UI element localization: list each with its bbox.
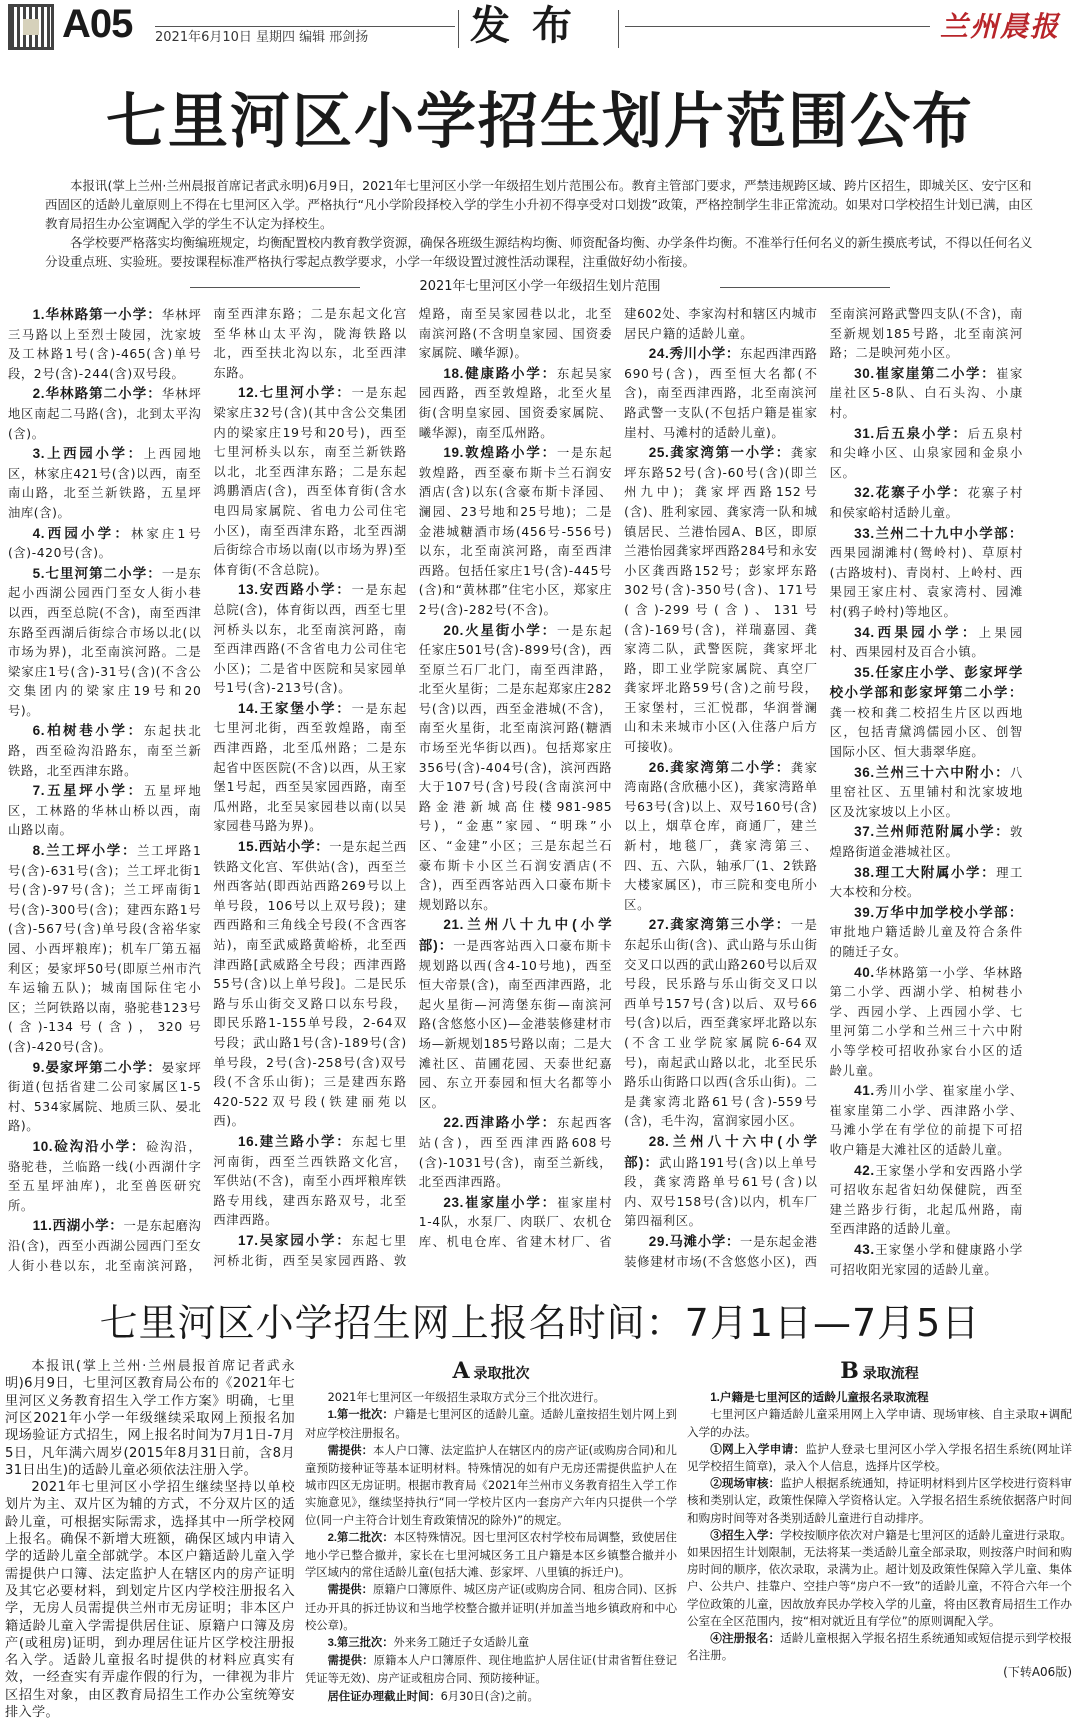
divider — [625, 26, 930, 27]
list-item — [419, 1113, 612, 1192]
list-item — [830, 963, 1023, 1082]
part-paragraph — [687, 1406, 1072, 1440]
list-item — [8, 721, 201, 781]
part-paragraph — [687, 1630, 1072, 1664]
school-range: 东起七里河南街，西至兰西铁路文化宫，军供站(不含)，南至小西坪粮库铁路专用线，建西东路双号，北至西津西路。 — [213, 1134, 407, 1228]
school-range: 东起七里河桥北街，西至吴家园西路、敦煌路，南至吴家园巷以北，北至南滨河路(不含明皇家园、国资委家属院、曦华源)。 — [213, 307, 613, 1268]
range-heading: 2021年七里河区小学一年级招生划片范围 — [190, 277, 890, 297]
paragraph-text: 本区特殊情况。因七里河区农村学校布局调整，致使居住地小学已整合撤并，家长在七里河城区务工且户籍是本区乡镇整合撤并小学区域内的常住适龄儿童(包括大滩、彭家坪、八里镇的拆迁户)。 — [305, 1530, 677, 1580]
divider — [618, 10, 619, 48]
list-item — [830, 364, 1023, 424]
school-range: 八里窑社区、五里铺村和沈家坡地区及沈家坡以上小区。 — [829, 765, 1023, 819]
school-name: 34.西果园小学： — [854, 624, 979, 640]
paragraph-label: 居住证办理截止时间： — [327, 1690, 441, 1703]
part-paragraph — [305, 1529, 677, 1582]
list-item — [624, 344, 817, 443]
part-title: 录取批次 — [473, 1366, 530, 1383]
list-item — [624, 1132, 817, 1232]
part-paragraph — [305, 1652, 677, 1687]
school-name: 13.安西路小学： — [237, 582, 352, 598]
school-range: 晏家坪街道(包括省建二公司家属区1-5村、534家属院、地质三队、晏北路)。 — [8, 1060, 202, 1134]
school-range: 一是东起兰西铁路文化宫、军供站(含)，西至兰州西客站(即西站西路269号以上单号段，106号以上双号段)；建西西路和三角线全号段(不含西客站)，南至武威路黄峪桥，北至西津西路[武威路全号段；西津西路55号(含)以上单号段]。二是民乐路与乐山街交叉路口以东号段，即民乐路1-155单号段，2-64双号段；武山路1号(含)-189号(含)单号段，2号(含)-258号(含)双号段(不含乐山街)；三是建西东路420-522双号段(铁建丽苑以西)。 — [213, 840, 407, 1129]
part-b-heading — [687, 1358, 1072, 1387]
school-range: 一是东起任家庄501号(含)-899号(含)，西至原兰石厂北门，南至西津路，北至火星街；二是东起郑家庄282号(含)以西，西至金港城(不含)，南至火星街，北至南滨河路(糖酒市场至光华街以西)。包括郑家庄356号(含)-404号(含)，滨河西路大于107号(含)号段(含南滨河中路金港新城高住楼981-985号)，“金惠”家园、“明珠”小区、“金建”小区；三是东起兰石豪布斯卡小区兰石润安酒店(不含)，西至西客站西入口豪布斯卡规划路以东。 — [418, 623, 613, 912]
school-name: 43. — [854, 1241, 875, 1257]
headline: 七里河区小学招生划片范围公布 — [106, 87, 974, 157]
school-range: 东起西津西路690号(含)，西至恒大名都(不含)，南至西津西路，北至南滨河路武警一支队(不包括户籍是崔家崖村、马滩村的适龄儿童)。 — [624, 347, 818, 440]
school-name: 28.兰州八十六中(小学部)： — [624, 1133, 818, 1170]
school-name: 37.兰州师范附属小学： — [854, 824, 1011, 840]
paragraph-text: 原籍本人户口簿原件、现住地监护人居住证(甘肃省暂住登记凭证等无效)、房产证或租房合同、预防接种证。 — [305, 1654, 677, 1686]
school-name: 7.五星坪小学： — [32, 783, 144, 799]
school-range: 上西园地区，林家庄421号(含)以西，南至南山路，北至兰新铁路，五星坪油库(含)。 — [8, 447, 202, 520]
school-name: 23.崔家崖小学： — [443, 1194, 557, 1210]
school-name: 24.秀川小学： — [648, 346, 741, 362]
paragraph-label: 2.第二批次： — [327, 1531, 394, 1544]
part-title: 录取流程 — [862, 1366, 919, 1383]
paragraph-text: 监护人根据系统通知，持证明材料到片区学校进行资料审核和类别认定，政策性保障入学资格认定。入学报名招生系统依据落户时间和购房时间等对各类别适龄儿童进行自动排序。 — [687, 1476, 1072, 1525]
school-range: 后五泉村和尖峰小区、山泉家园和金泉小区。 — [829, 426, 1023, 480]
school-range: 一是东起乐山街(含)、武山路与乐山街交叉口以西的武山路260号以后双号段，民乐路与乐山街交叉口以西单号157号(含)以后、双号66号(含)以后，西至龚家坪北路以东(不含工业学院家属院6-64双号)，南起武山路以北，北至民乐路乐山街路口以西(含乐山街)。二是龚家湾北路61号(含)-559号(含)，毛牛沟，富润家园小区。 — [624, 918, 818, 1129]
list-item — [8, 305, 201, 384]
school-name: 16.建兰路小学： — [237, 1133, 352, 1149]
school-name: 25.龚家湾第一小学： — [648, 445, 791, 461]
school-name: 27.龚家湾第三小学： — [648, 917, 791, 933]
part-b-admission-process — [687, 1358, 1072, 1681]
school-range: 硷沟沿，骆驼巷，兰临路一线(小西湖什字至五星坪油库)，北至兽医研究所。 — [8, 1139, 202, 1213]
school-range: 华林坪三马路以上至烈士陵园，沈家坡及工林路1号(含)-465(含)单号段，2号(含)-244(含)双号段。 — [8, 308, 202, 381]
list-item — [8, 524, 201, 564]
part-paragraph — [687, 1475, 1072, 1527]
divider — [458, 10, 459, 48]
paragraph-label: 需提供： — [327, 1584, 373, 1597]
school-name: 40. — [854, 964, 875, 980]
school-name: 33.兰州二十九中小学部： — [854, 525, 1023, 541]
school-range: 西果园湖滩村(鸳岭村)、草原村(古路坡村)、青岗村、上岭村、西果园王家庄村、袁家湾村、园滩村(鸦子岭村)等地区。 — [829, 546, 1023, 619]
school-name: 2.华林路第二小学： — [32, 386, 162, 402]
paragraph-text: 七里河区户籍适龄儿童采用网上入学申请、现场审核、自主录取+调配入学的办法。 — [687, 1407, 1072, 1439]
paragraph-text: 监护人登录七里河区小学入学报名招生系统(网址详见学校招生简章)，录入个人信息，选择片区学校。 — [687, 1441, 1072, 1473]
school-name: 26.龚家湾第二小学： — [648, 759, 791, 775]
list-item — [830, 483, 1023, 523]
paragraph-label: 需提供： — [327, 1444, 373, 1457]
school-range: 五星坪地区，工林路的华林山桥以西，南山路以南。 — [8, 784, 202, 838]
school-range: 一是东起金港装修建材市场(不含悠悠小区)，西至南滨河路武警四支队(不含)，南至新规划185号路，北至南滨河路；二是映河苑小区。 — [624, 307, 1023, 1269]
list-item — [8, 781, 201, 841]
list-item — [8, 841, 201, 1058]
list-item — [213, 580, 406, 699]
newspaper-logo: 兰州晨报 — [940, 10, 1061, 43]
list-item — [830, 822, 1023, 862]
paragraph-text: 学校按顺序依次对户籍是七里河区的适龄儿童进行录取。如果因招生计划限制，无法将某一类适龄儿童全部录取，则按落户时间和购房时间的顺序，依次录取，录满为止。超计划及政策性保障入学儿童、集体户、公共户、挂靠户、空挂户等“房户不一致”的适龄儿童，不符合六年一个学位政策的儿童，因故放弃民办学校入学的儿童，将由区教育局招生工作办公室在全区范围内，按“相对就近且有学位”的原则调配入学。 — [687, 1527, 1072, 1628]
list-item — [8, 444, 201, 523]
list-item — [213, 383, 406, 580]
school-range: 林家庄1号(含)-420号(含)。 — [8, 526, 202, 561]
school-range: 东起西客站(含)，西至西津西路608号(含)-1031号(含)，南至兰新线，北至西津西路。 — [418, 1116, 613, 1190]
school-range: 秀川小学、崔家崖小学、崔家崖第二小学、西津路小学、马滩小学在有学位的前提下可招收户籍是大滩社区的适龄儿童。 — [829, 1084, 1023, 1157]
list-item — [624, 758, 817, 916]
school-name: 17.吴家园小学： — [237, 1232, 352, 1248]
list-item — [8, 1058, 201, 1137]
school-name: 38.理工大附属小学： — [854, 864, 997, 880]
part-paragraph — [305, 1389, 677, 1406]
school-name: 14.王家堡小学： — [237, 700, 352, 716]
list-item — [624, 443, 817, 758]
qr-code-icon — [8, 4, 54, 50]
school-range: 兰工坪路1号(含)-631号(含)；兰工坪北街1号(含)-97号(含)；兰工坪南街1号(含)-300号(含)；建西东路1号(含)-567号(含)单号段(含裕华家园、小西坪粮库)；机车厂第五福利区；晏家坪50号(即原兰州市汽车运输五队)；城南国际住宅小区；兰阿铁路以南，骆驼巷123号(含)-134号(含)，320号(含)-420号(含)。 — [8, 844, 202, 1054]
list-item — [830, 1240, 1023, 1280]
list-item — [830, 623, 1023, 663]
list-item — [624, 915, 817, 1132]
paragraph-label: ④注册报名： — [710, 1631, 781, 1645]
school-name: 11.西湖小学： — [32, 1218, 124, 1234]
school-name: 9.晏家坪第二小学： — [32, 1059, 162, 1075]
list-item — [213, 1132, 406, 1231]
paragraph-label: ②现场审核： — [710, 1477, 781, 1491]
school-range: 理工大本校和分校。 — [829, 865, 1023, 900]
divider — [155, 26, 455, 27]
school-range: 上果园村、西果园村及百合小镇。 — [829, 625, 1023, 660]
school-name: 20.火星街小学： — [443, 622, 557, 638]
paragraph-label: ①网上入学申请： — [710, 1442, 806, 1456]
paragraph-text: 2021年七里河区一年级招生录取方式分三个批次进行。 — [327, 1391, 605, 1405]
school-range: 龚一校和龚二校招生片区以西地区，包括青黛鸿儒园小区、创智国际小区、恒大翡翠华庭。 — [829, 705, 1023, 760]
paragraph-text: 6月30日(含)之前。 — [440, 1689, 539, 1703]
paragraph-text: 户籍是七里河区的适龄儿童。适龄儿童按招生划片网上到对应学校注册报名。 — [305, 1408, 677, 1440]
list-item — [830, 763, 1023, 823]
list-item — [8, 1137, 201, 1216]
school-name: 5.七里河第二小学： — [32, 565, 162, 581]
story-paragraph: 本报讯(掌上兰州·兰州晨报首席记者武永明)6月9日，七里河区教育局公布的《2021年七里河区义务教育招生入学工作方案》明确，七里河区2021年小学一年级继续采取网上预报名加现场验证方式招生，网上报名时间为7月1日-7月5日，凡年满六周岁(2015年8月31日前，含8月31日出生)的适龄儿童必须依法注册入学。 — [5, 1359, 295, 1478]
school-name: 31.后五泉小学： — [854, 425, 968, 441]
school-range: 一是东起总院(含)，体育街以西，西至七里河桥头以东，北至南滨河路，南至西津西路(不含省电力公司住宅小区)；二是省中医院和吴家园单号1号(含)-213号(含)。 — [213, 583, 407, 696]
school-name: 30.崔家崖第二小学： — [854, 365, 997, 381]
paragraph-text: 原籍户口簿原件、城区房产证(或购房合同、租房合同)、区拆迁办开具的拆迁协议和当地学校整合撤并证明(并加盖当地乡镇政府和中心校公章)。 — [305, 1583, 677, 1632]
part-paragraph — [305, 1634, 677, 1652]
school-name: 10.硷沟沿小学： — [32, 1138, 147, 1154]
school-name: 15.西站小学： — [237, 839, 330, 855]
school-name: 39.万华中加学校小学部： — [854, 904, 1023, 920]
paragraph-label: 3.第三批次： — [327, 1636, 394, 1649]
list-item — [213, 699, 406, 837]
list-item — [830, 663, 1023, 763]
part-paragraph — [687, 1441, 1072, 1475]
part-a-admission-batches — [305, 1358, 677, 1706]
school-range: 王家堡小学和安西路小学可招收东起省妇幼保健院，西至建兰路步行街，北起瓜州路，南至西津路的适龄儿童。 — [829, 1163, 1023, 1237]
part-paragraph — [305, 1406, 677, 1441]
story-2-text — [5, 1358, 295, 1721]
school-range: 东起扶北路，西至硷沟沿路东，南至兰新铁路，北至西津东路。 — [8, 724, 202, 778]
part-a-heading — [305, 1358, 677, 1387]
school-name: 12.七里河小学： — [237, 385, 352, 401]
school-range: 一是东起磨沟沿(含)，西至小西湖公园西门至女人街小巷以东，北至南滨河路，南至西津东路；二是东起文化宫至华林山太平沟，陇海铁路以北，西至扶北沟以东，北至西津东路。 — [8, 307, 407, 1273]
school-name: 32.花寨子小学： — [854, 485, 968, 501]
intro-paragraph: 本报讯(掌上兰州·兰州晨报首席记者武永明)6月9日，2021年七里河区小学一年级招生划片范围公布。教育主管部门要求，严禁违规跨区域、跨片区招生，即城关区、安宁区和西固区的适龄儿童原则上不得在七里河区入学。严格执行“凡小学阶段择校入学的学生小升初不得享受对口划拨”政策，严格控制学生非正常流动。如果对口学校招生计划已满，由区教育局招生办公室调配入学的学生不认定为择校生。 — [45, 178, 1033, 231]
school-name: 42. — [854, 1162, 875, 1178]
part-paragraph — [305, 1688, 677, 1706]
continued-note: (下转A06版) — [1003, 1665, 1072, 1680]
paragraph-text: 本人户口簿、法定监护人在辖区内的房产证(或购房合同)和儿童预防接种证等基本证明材料。特殊情况的如有户无房还需提供监护人在城市四区无房证明。根据市教育局《2021年兰州市义务教育招生入学工作实施意见》，继续坚持执行“同一学校片区内一套房产六年内只提供一个学位(同一户主符合计划生育政策情况的除外)”的规定。 — [305, 1443, 677, 1527]
school-range: 龚家坪东路52号(含)-60号(含)(即兰州九中)；龚家坪西路152号(含)、胜利家园、龚家湾一队和城镇居民、兰港怡园A、B区，即原兰港怡园龚家坪西路284号和永安小区龚西路152号；彭家坪东路302号(含)-350号(含)、171号(含)-299号(含)、131号(含)-169号(含)，祥瑞嘉园、龚家湾二队，武警医院，龚家坪北路，即工业学院家属院、真空厂龚家坪北路59号(含)之前号段，王家堡村，三汇悦郡，华润誉澜山和未来城市小区(入住落户后方可接收)。 — [624, 446, 818, 755]
school-range: 一是东起梁家庄32号(含)(其中含公交集团内的梁家庄19号和20号)，西至七里河桥头以东，南至兰新铁路以北，北至西津东路；二是东起鸿鹏酒店(含)，西至体育街(含水电四局家属院、省电力公司住宅小区)，南至西津东路，北至西湖后街综合市场以南(以市场为界)至体育街(不含总院)。 — [213, 386, 407, 577]
list-item — [830, 863, 1023, 903]
story-2 — [5, 1358, 1075, 1721]
list-item — [213, 837, 406, 1132]
part-paragraph — [687, 1527, 1072, 1630]
part-b-subheading: 1.户籍是七里河区的适龄儿童报名录取流程 — [710, 1391, 929, 1405]
list-item — [419, 915, 612, 1113]
school-range: 敦煌路街道金港城社区。 — [829, 825, 1023, 860]
school-name: 36.兰州三十六中附小： — [854, 764, 1011, 780]
part-letter: A — [452, 1358, 470, 1385]
school-name: 41. — [854, 1083, 875, 1099]
school-name: 6.柏树巷小学： — [32, 723, 144, 739]
list-item — [830, 524, 1023, 623]
section-name: 发布 — [470, 2, 594, 49]
school-range: 一是东起敦煌路，西至豪布斯卡兰石润安酒店(含)以东(含豪布斯卡泽园、澜园、23号地和25号地)；二是金港城糖酒市场(456号-556号)以东，北至南滨河路，南至西津西路。包括任家庄1号(含)-445号(含)和“黄林郡”住宅小区，郑家庄2号(含)-282号(不含)。 — [418, 446, 613, 617]
list-item — [8, 564, 201, 722]
school-name: 35.任家庄小学、彭家坪学校小学部和彭家坪第二小学： — [829, 664, 1023, 701]
intro-text — [45, 176, 1035, 271]
school-range: 一是西客站西入口豪布斯卡规划路以西(含4-10号地)，西至恒大帝景(含)，南至西津西路，北起火星街—河湾堡东街—南滨河路(含悠悠小区)—金港装修建材市场—新规划185号路以南；二是大滩社区、苗圃花园、天泰世纪嘉园、东立开泰园和恒大名都等小区。 — [418, 939, 613, 1110]
school-range: 一是东起七里河北街，西至敦煌路，南至西津西路，北至瓜州路；二是东起省中医医院(不含)以西，从王家堡1号起，西至吴家园西路，南至瓜州路，北至吴家园巷以南(以吴家园巷马路为界)。 — [213, 701, 407, 834]
school-name: 4.西园小学： — [32, 525, 132, 541]
part-paragraph — [305, 1581, 677, 1634]
school-name: 21.兰州八十九中(小学部)： — [418, 917, 613, 953]
paragraph-label: 需提供： — [327, 1655, 374, 1668]
paragraph-label: 1.第一批次： — [327, 1409, 394, 1422]
school-range: 龚家湾南路(含欣穗小区)，龚家湾路单号63号(含)以上、双号160号(含)以上，烟草仓库，商通厂，建兰新村，地毯厂，龚家湾第三、四、五、六队，轴承厂(1、2铁路大楼家属区)，市三院和变电所小区。 — [624, 760, 818, 912]
school-range: 华林路第一小学、华林路第二小学、西湖小学、柏树巷小学、西园小学、上西园小学、七里河第二小学和兰州三十六中附小等学校可招收孙家台小区的适龄儿童。 — [829, 965, 1023, 1078]
paragraph-text: 外来务工随迁子女适龄儿童 — [393, 1635, 530, 1649]
page-number: A05 — [62, 2, 133, 46]
list-item — [830, 1161, 1023, 1240]
school-name: 3.上西园小学： — [32, 446, 144, 462]
school-range: 审批地户籍适龄儿童及符合条件的随迁子女。 — [829, 925, 1023, 959]
list-item — [830, 424, 1023, 484]
intro-paragraph: 各学校要严格落实均衡编班规定，均衡配置校内教育教学资源，确保各班级生源结构均衡、师资配备均衡、办学条件均衡。不准举行任何名义的新生摸底考试，不得以任何名义分设重点班、实验班。要按课程标准严格执行零起点教学要求，小学一年级设置过渡性活动课程，注重做好幼小衔接。 — [45, 235, 1033, 269]
part-letter: B — [840, 1358, 859, 1385]
school-range: 崔家崖社区5-8队、白石头沟、小康村。 — [829, 366, 1023, 420]
page-header — [0, 0, 1080, 56]
paragraph-label: ③招生入学： — [710, 1528, 781, 1542]
school-name: 18.健康路小学： — [443, 365, 557, 381]
school-range: 华林坪地区南起二马路(含)，北到太平沟(含)。 — [8, 387, 202, 441]
school-range: 武山路191号(含)以上单号段，龚家湾路单号61号(含)以内、双号158号(含)以内，机车厂第四福利区。 — [624, 1155, 818, 1229]
school-name: 19.敦煌路小学： — [443, 445, 557, 461]
list-item — [830, 903, 1023, 963]
dateline: 2021年6月10日 星期四 编辑 邢剑扬 — [155, 30, 369, 45]
list-item — [419, 443, 612, 620]
school-range: 一是东起小西湖公园西门至女人街小巷以西，西至总院(不含)，南至西津东路至西湖后街综合市场以北(以市场为界)，北至南滨河路。二是梁家庄1号(含)-31号(含)(不含公交集团内的梁家庄19号和20号)。 — [8, 566, 202, 718]
school-range: 东起吴家园西路，西至敦煌路，北至火星街(含明皇家园、国资委家属院、曦华源)，南至瓜州路。 — [418, 366, 613, 440]
school-name: 1.华林路第一小学： — [32, 307, 162, 322]
school-name: 29.马滩小学： — [648, 1233, 741, 1249]
headline-2: 七里河区小学招生网上报名时间：7月1日—7月5日 — [99, 1301, 981, 1346]
school-name: 8.兰工坪小学： — [32, 843, 138, 859]
school-range: 花寨子村和侯家峪村适龄儿童。 — [829, 486, 1023, 520]
school-name: 22.西津路小学： — [443, 1115, 557, 1131]
list-item — [419, 364, 612, 443]
school-range-list — [8, 305, 1023, 1280]
story-paragraph: 2021年七里河区小学招生继续坚持以单校划片为主、双片区为辅的方式，不分双片区的适龄儿童，可根据实际需求，选择其中一所学校网上报名。确保不新增大班额，确保区域内申请入学的适龄儿童全部就学。本区户籍适龄儿童入学需提供户口簿、法定监护人在辖区内的房产证明及其它必要材料，到划定片区内学校注册报名入学，无房人员需提供兰州市无房证明；非本区户籍适龄儿童入学需提供居住证、原籍户口簿及房产(或租房)证明，到办理居住证片区学校注册报名入学。适龄儿童报名时提供的材料应真实有效，一经查实有弄虚作假的行为，一律视为非片区招生对象，由区教育局招生工作办公室统筹安排入学。 — [5, 1480, 295, 1721]
list-item — [830, 1081, 1023, 1160]
part-paragraph — [305, 1442, 677, 1529]
school-range: 王家堡小学和健康路小学可招收阳光家园的适龄儿童。 — [829, 1242, 1023, 1277]
list-item — [8, 384, 201, 444]
list-item — [419, 621, 612, 916]
paragraph-text: 适龄儿童根据入学报名招生系统通知或短信提示到学校报名注册。 — [687, 1630, 1072, 1663]
school-range: 崔家崖村1-4队，水泵厂、肉联厂、农机仓库、机电仓库、省建木材厂、省建602处、李家沟村和辖区内城市居民户籍的适龄儿童。 — [418, 307, 818, 1249]
